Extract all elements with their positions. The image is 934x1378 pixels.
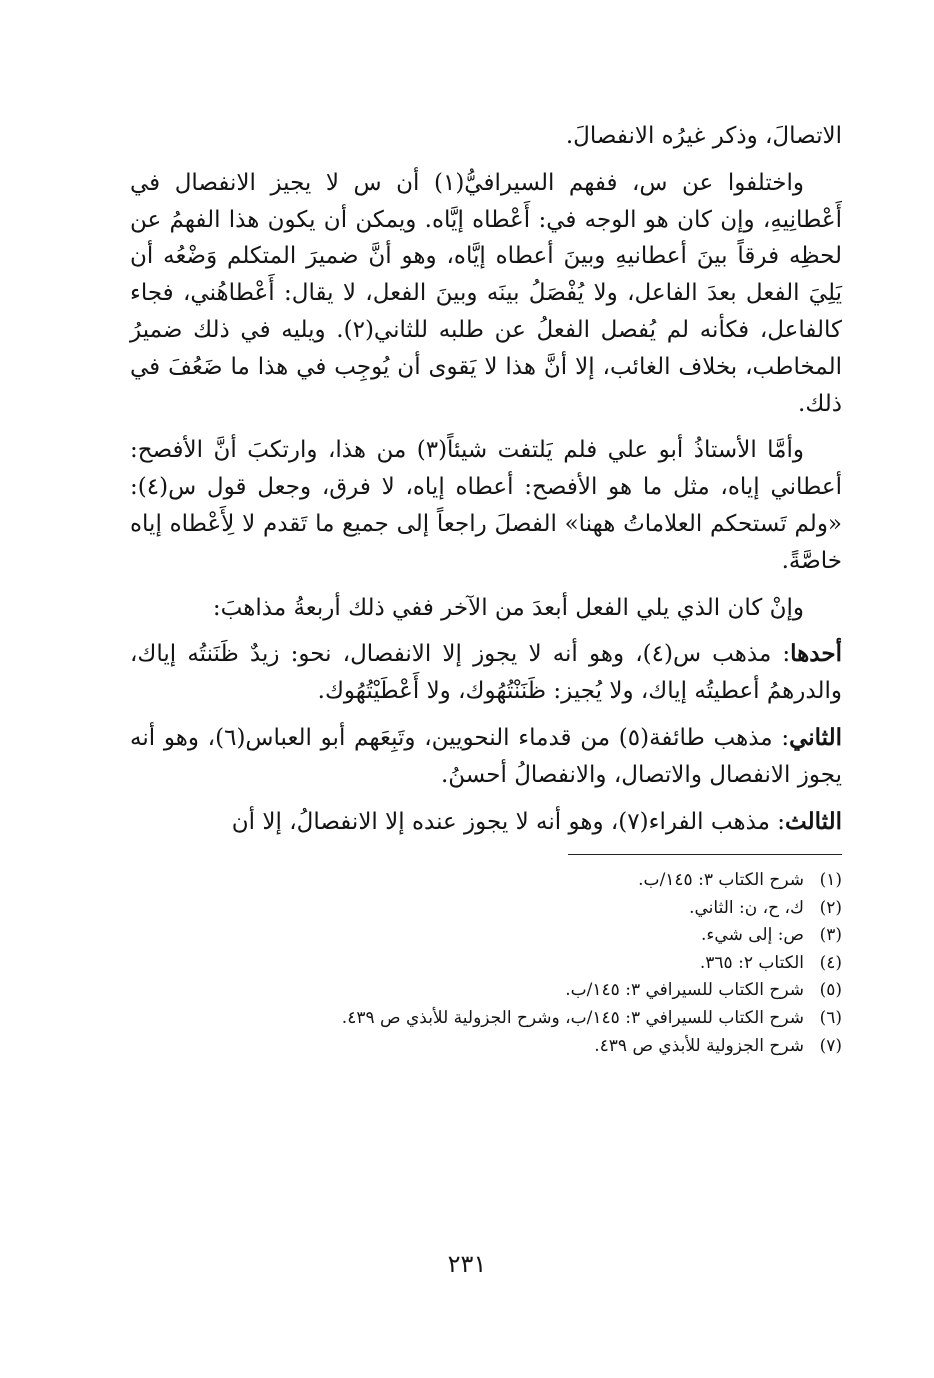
paragraph-5-text: : مذهب س(٤)، وهو أنه لا يجوز إلا الانفصال، نحو: زيدٌ ظَنَنتُه إياك، والدرهمُ أعطيتُه إياك، ولا يُجيز: ظَنَنْتُهُوك، ولا أَعْطَيْتُهُوك. bbox=[130, 641, 842, 705]
paragraph-5-lead: أحدها bbox=[790, 640, 842, 668]
paragraph-6-lead: الثاني bbox=[789, 723, 842, 751]
footnote-5 bbox=[130, 977, 842, 1005]
paragraph-1-text: الاتصالَ، وذكر غيرُه الانفصالَ. bbox=[565, 123, 842, 149]
footnote-4 bbox=[130, 950, 842, 978]
paragraph-3-text: وأمَّا الأستاذُ أبو علي فلم يَلتفت شيئاً(٣) من هذا، وارتكبَ أنَّ الأفصح: أعطاني إياه، مثل ما هو الأفصح: أعطاه إياه، لا فرق، وجعل قول س(٤): «ولم تَستحكم العلاماتُ ههنا» الفصلَ راجعاً إلى جميع ما تَقدم لا لِأَعْطاه إياه خاصَّةً. bbox=[130, 437, 842, 574]
paragraph-3 bbox=[130, 432, 842, 579]
paragraph-4 bbox=[130, 590, 842, 627]
footnote-6-text: شرح الكتاب للسيرافي ٣: ١٤٥/ب، وشرح الجزولية للأبذي ص ٤٣٩. bbox=[341, 1008, 804, 1028]
footnote-7 bbox=[130, 1033, 842, 1061]
footnote-4-number: (٤) bbox=[819, 952, 842, 973]
paragraph-2 bbox=[130, 165, 842, 423]
footnote-2 bbox=[130, 895, 842, 923]
footnote-5-number: (٥) bbox=[819, 980, 842, 1001]
paragraph-7 bbox=[130, 804, 842, 841]
footnote-2-text: ك، ح، ن: الثاني. bbox=[689, 897, 804, 918]
paragraph-6-text: : مذهب طائفة(٥) من قدماء النحويين، وتَبِعَهم أبو العباس(٦)، وهو أنه يجوز الانفصال والاتصال، والانفصالُ أحسنُ. bbox=[130, 724, 842, 788]
footnote-3 bbox=[130, 922, 842, 950]
paragraph-6 bbox=[130, 720, 842, 794]
page-body bbox=[130, 118, 842, 1060]
footnote-3-number: (٣) bbox=[819, 925, 842, 946]
footnote-6-number: (٦) bbox=[819, 1008, 842, 1028]
paragraph-4-text: وإنْ كان الذي يلي الفعل أبعدَ من الآخر ففي ذلك أربعةُ مذاهبَ: bbox=[212, 594, 804, 621]
footnote-1 bbox=[130, 867, 842, 895]
footnote-6 bbox=[130, 1005, 842, 1033]
footnote-4-text: الكتاب ٢: ٣٦٥. bbox=[699, 952, 804, 973]
paragraph-7-text: : مذهب الفراء(٧)، وهو أنه لا يجوز عنده إلا الانفصالُ، إلا أن bbox=[231, 808, 786, 835]
footnote-1-text: شرح الكتاب ٣: ١٤٥/ب. bbox=[638, 870, 804, 891]
footnote-3-text: ص: إلى شيء. bbox=[701, 925, 804, 946]
paragraph-5 bbox=[130, 636, 842, 710]
paragraph-2-text: واختلفوا عن س، ففهم السيرافيُّ(١) أن س لا يجيز الانفصال في أَعْطانِيهِ، وإن كان هو الوجه في: أَعْطاه إيَّاه. ويمكن أن يكون هذا الفهمُ عن لحظِه فرقاً بينَ أعطانيهِ وبينَ أعطاه إيَّاه، وهو أنَّ ضميرَ المتكلم وَضْعُه أن يَلِيَ الفعل بعدَ الفاعل، ولا يُفْصَلُ بينَه وبينَ الفعل، لا يقال: أَعْطاهُني، فجاء كالفاعل، فكأنه لم يُفصل الفعلُ عن طلبه للثاني(٢). ويليه في ذلك ضميرُ المخاطب، بخلاف الغائب، إلا أنَّ هذا لا يَقوى أن يُوجِب في هذا ما ضَعُفَ في ذلك. bbox=[130, 169, 842, 417]
footnote-5-text: شرح الكتاب للسيرافي ٣: ١٤٥/ب. bbox=[565, 980, 804, 1001]
footnotes bbox=[130, 867, 842, 1060]
footnote-7-text: شرح الجزولية للأبذي ص ٤٣٩. bbox=[594, 1035, 804, 1056]
footnote-2-number: (٢) bbox=[819, 897, 842, 918]
footnote-7-number: (٧) bbox=[819, 1035, 842, 1056]
footnote-separator bbox=[568, 854, 842, 855]
paragraph-1 bbox=[130, 118, 842, 155]
paragraph-7-lead: الثالث bbox=[785, 807, 842, 835]
page-number: ٢٣١ bbox=[447, 1250, 487, 1278]
footnote-1-number: (١) bbox=[819, 870, 842, 891]
